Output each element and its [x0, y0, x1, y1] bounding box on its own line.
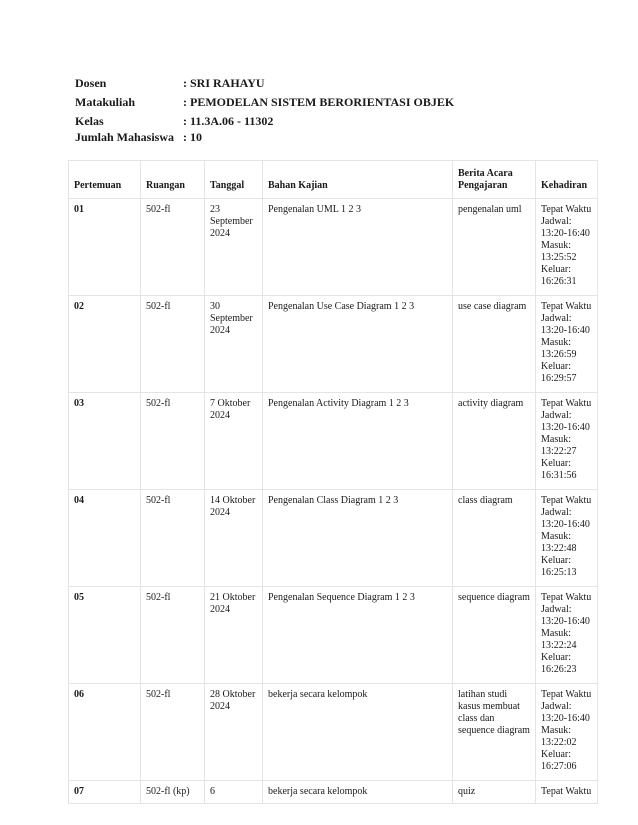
cell-pertemuan: 06: [69, 684, 141, 781]
jumlah-row: [75, 131, 454, 144]
cell-kehadiran: Tepat Waktu Jadwal: 13:20-16:40 Masuk: 13:26:59 Keluar: 16:29:57: [536, 296, 598, 393]
matakuliah-row: [75, 93, 454, 112]
dosen-label: Dosen: [75, 76, 107, 90]
cell-berita-acara: pengenalan uml: [453, 199, 536, 296]
dosen-value: : SRI RAHAYU: [183, 76, 265, 90]
cell-ruangan: 502-fl: [141, 490, 205, 587]
table-row: [69, 199, 598, 296]
table-row: [69, 587, 598, 684]
cell-berita-acara: sequence diagram: [453, 587, 536, 684]
cell-berita-acara: quiz: [453, 781, 536, 804]
header-pertemuan: Pertemuan: [69, 161, 141, 199]
cell-bahan-kajian: Pengenalan Use Case Diagram 1 2 3: [263, 296, 453, 393]
cell-pertemuan: 03: [69, 393, 141, 490]
cell-bahan-kajian: Pengenalan Activity Diagram 1 2 3: [263, 393, 453, 490]
cell-pertemuan: 05: [69, 587, 141, 684]
cell-tanggal: 28 Oktober 2024: [205, 684, 263, 781]
table-row: [69, 490, 598, 587]
cell-ruangan: 502-fl: [141, 684, 205, 781]
cell-tanggal: 14 Oktober 2024: [205, 490, 263, 587]
cell-kehadiran: Tepat Waktu Jadwal: 13:20-16:40 Masuk: 13:22:48 Keluar: 16:25:13: [536, 490, 598, 587]
kelas-row: [75, 112, 454, 131]
cell-kehadiran: Tepat Waktu Jadwal: 13:20-16:40 Masuk: 13:22:02 Keluar: 16:27:06: [536, 684, 598, 781]
table-row: [69, 781, 598, 804]
table-row: [69, 296, 598, 393]
table-row: [69, 684, 598, 781]
cell-tanggal: 6: [205, 781, 263, 804]
matakuliah-label: Matakuliah: [75, 95, 136, 109]
cell-ruangan: 502-fl: [141, 296, 205, 393]
cell-ruangan: 502-fl: [141, 587, 205, 684]
cell-tanggal: 7 Oktober 2024: [205, 393, 263, 490]
cell-ruangan: 502-fl (kp): [141, 781, 205, 804]
header-kehadiran: Kehadiran: [536, 161, 598, 199]
cell-pertemuan: 01: [69, 199, 141, 296]
cell-pertemuan: 04: [69, 490, 141, 587]
header-bahan-kajian: Bahan Kajian: [263, 161, 453, 199]
cell-kehadiran: Tepat Waktu: [536, 781, 598, 804]
attendance-table: [68, 160, 598, 804]
table-header-row: [69, 161, 598, 199]
cell-berita-acara: class diagram: [453, 490, 536, 587]
cell-berita-acara: use case diagram: [453, 296, 536, 393]
cell-kehadiran: Tepat Waktu Jadwal: 13:20-16:40 Masuk: 13:22:27 Keluar: 16:31:56: [536, 393, 598, 490]
table-row: [69, 393, 598, 490]
cell-ruangan: 502-fl: [141, 393, 205, 490]
cell-ruangan: 502-fl: [141, 199, 205, 296]
cell-berita-acara: latihan studi kasus membuat class dan sequence diagram: [453, 684, 536, 781]
cell-berita-acara: activity diagram: [453, 393, 536, 490]
cell-bahan-kajian: Pengenalan Class Diagram 1 2 3: [263, 490, 453, 587]
header-berita-acara: Berita Acara Pengajaran: [453, 161, 536, 199]
dosen-row: [75, 74, 454, 93]
jumlah-value: : 10: [183, 130, 202, 144]
cell-bahan-kajian: Pengenalan UML 1 2 3: [263, 199, 453, 296]
course-info: [75, 74, 454, 144]
cell-bahan-kajian: bekerja secara kelompok: [263, 684, 453, 781]
cell-tanggal: 21 Oktober 2024: [205, 587, 263, 684]
cell-bahan-kajian: Pengenalan Sequence Diagram 1 2 3: [263, 587, 453, 684]
kelas-label: Kelas: [75, 114, 104, 128]
jumlah-label: Jumlah Mahasiswa: [75, 130, 175, 144]
cell-bahan-kajian: bekerja secara kelompok: [263, 781, 453, 804]
matakuliah-value: : PEMODELAN SISTEM BERORIENTASI OBJEK: [183, 95, 455, 109]
cell-tanggal: 23 September 2024: [205, 199, 263, 296]
cell-pertemuan: 07: [69, 781, 141, 804]
header-tanggal: Tanggal: [205, 161, 263, 199]
cell-kehadiran: Tepat Waktu Jadwal: 13:20-16:40 Masuk: 13:22:24 Keluar: 16:26:23: [536, 587, 598, 684]
cell-tanggal: 30 September 2024: [205, 296, 263, 393]
kelas-value: : 11.3A.06 - 11302: [183, 114, 274, 128]
header-ruangan: Ruangan: [141, 161, 205, 199]
cell-pertemuan: 02: [69, 296, 141, 393]
cell-kehadiran: Tepat Waktu Jadwal: 13:20-16:40 Masuk: 13:25:52 Keluar: 16:26:31: [536, 199, 598, 296]
